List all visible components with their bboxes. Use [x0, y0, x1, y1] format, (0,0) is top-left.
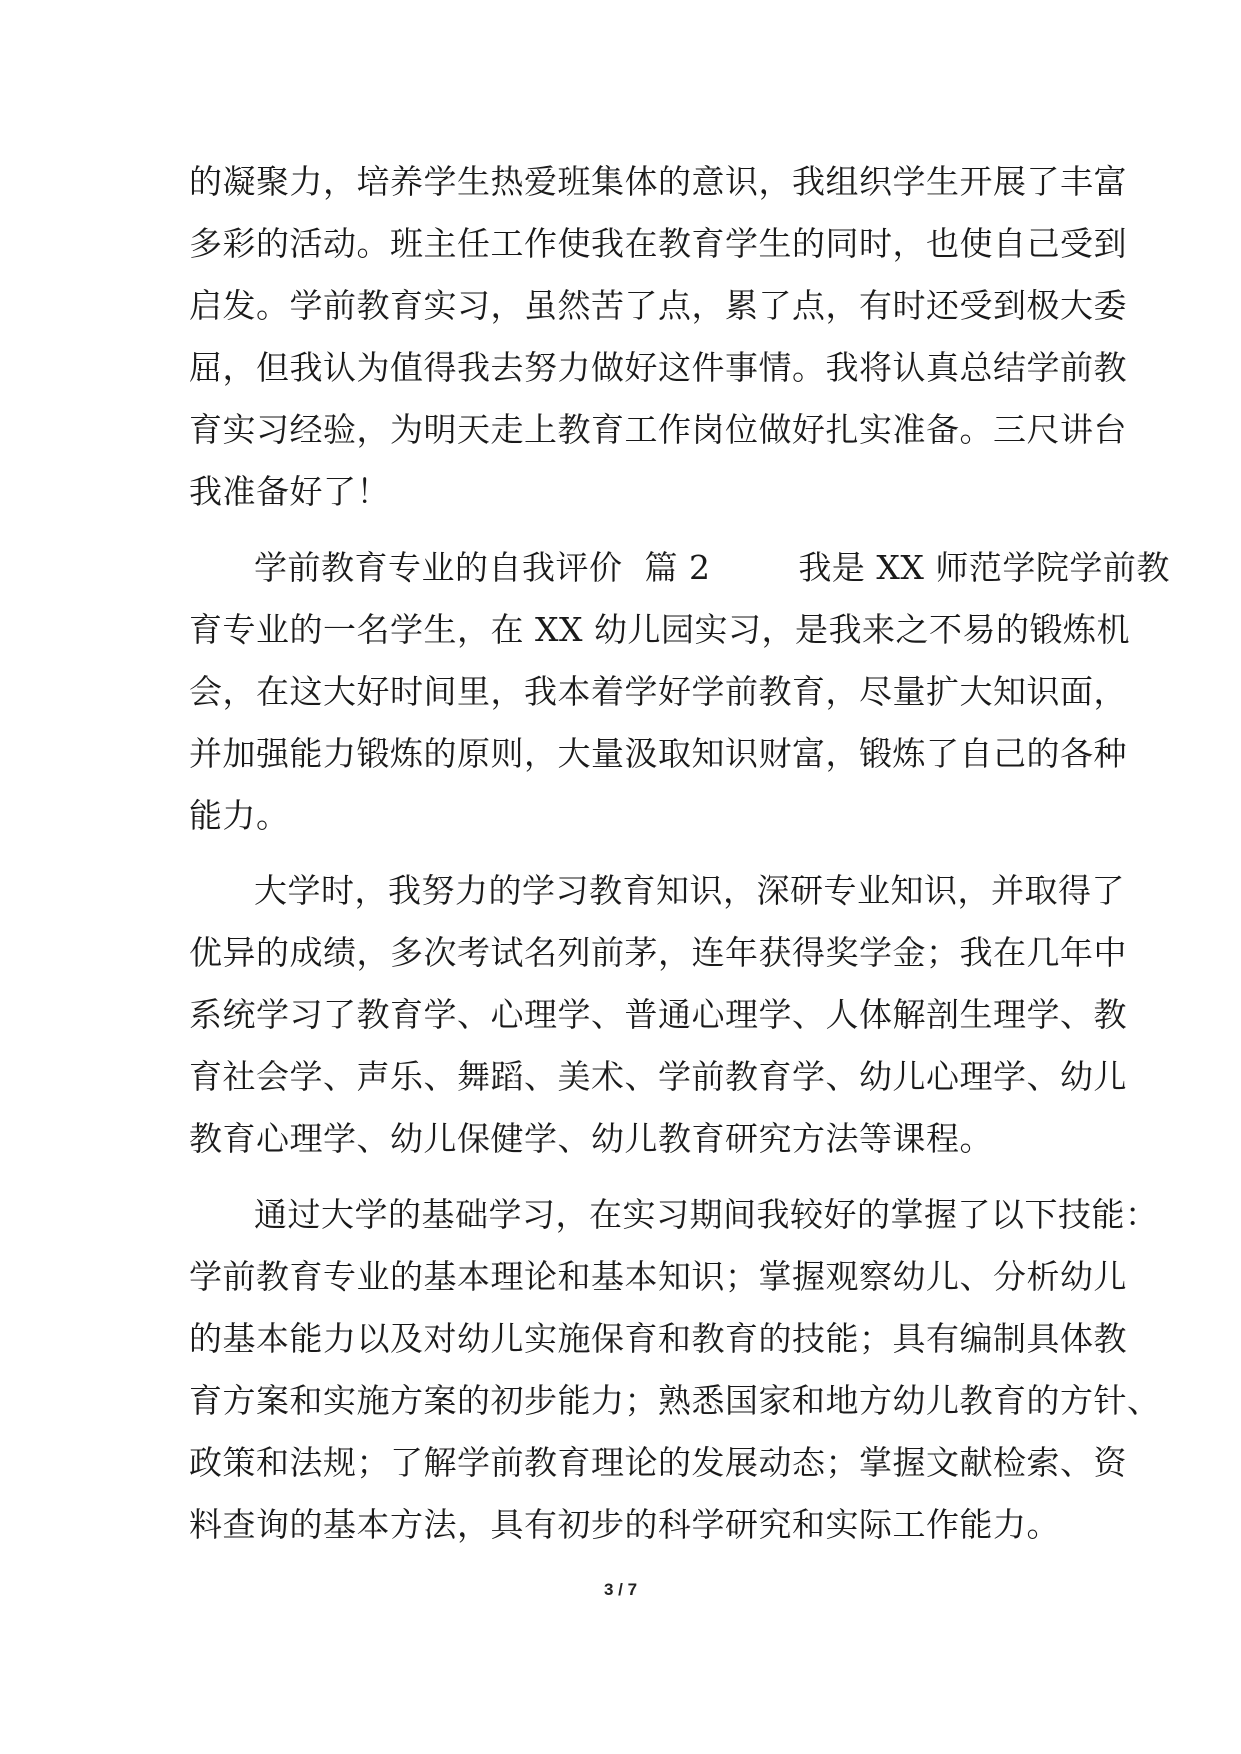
text-line: 系统学习了教育学、心理学、普通心理学、人体解剖生理学、教	[189, 995, 1127, 1034]
text-line: 的凝聚力，培养学生热爱班集体的意识，我组织学生开展了丰富	[189, 162, 1127, 201]
text-line: 的基本能力以及对幼儿实施保育和教育的技能；具有编制具体教	[189, 1319, 1127, 1358]
paragraph-start-line: 大学时，我努力的学习教育知识，深研专业知识，并取得了	[254, 871, 1125, 910]
text-line: 能力。	[189, 796, 290, 835]
text-line: 教育心理学、幼儿保健学、幼儿教育研究方法等课程。	[189, 1119, 993, 1158]
text-line: 会，在这大好时间里，我本着学好学前教育，尽量扩大知识面，	[189, 672, 1127, 711]
text-line: 启发。学前教育实习，虽然苦了点，累了点，有时还受到极大委	[189, 286, 1127, 325]
text-line: 屈，但我认为值得我去努力做好这件事情。我将认真总结学前教	[189, 348, 1127, 387]
text-line: 学前教育专业的基本理论和基本知识；掌握观察幼儿、分析幼儿	[189, 1257, 1127, 1296]
text-line: 料查询的基本方法，具有初步的科学研究和实际工作能力。	[189, 1505, 1060, 1544]
text-line: 育专业的一名学生，在 XX 幼儿园实习，是我来之不易的锻炼机	[189, 610, 1130, 649]
text-line: 并加强能力锻炼的原则，大量汲取知识财富，锻炼了自己的各种	[189, 734, 1127, 773]
text-line: 育方案和实施方案的初步能力；熟悉国家和地方幼儿教育的方针、	[189, 1381, 1161, 1420]
text-line: 政策和法规；了解学前教育理论的发展动态；掌握文献检索、资	[189, 1443, 1127, 1482]
text-line: 多彩的活动。班主任工作使我在教育学生的同时，也使自己受到	[189, 224, 1127, 263]
text-line: 育社会学、声乐、舞蹈、美术、学前教育学、幼儿心理学、幼儿	[189, 1057, 1127, 1096]
text-line: 我准备好了！	[189, 472, 390, 511]
text-line: 育实习经验，为明天走上教育工作岗位做好扎实准备。三尺讲台	[189, 410, 1127, 449]
page-number: 3 / 7	[603, 1580, 638, 1599]
section-heading-line: 学前教育专业的自我评价 篇 2 我是 XX 师范学院学前教	[254, 548, 1170, 587]
text-line: 优异的成绩，多次考试名列前茅，连年获得奖学金；我在几年中	[189, 933, 1127, 972]
paragraph-start-line: 通过大学的基础学习，在实习期间我较好的掌握了以下技能：	[254, 1195, 1159, 1234]
